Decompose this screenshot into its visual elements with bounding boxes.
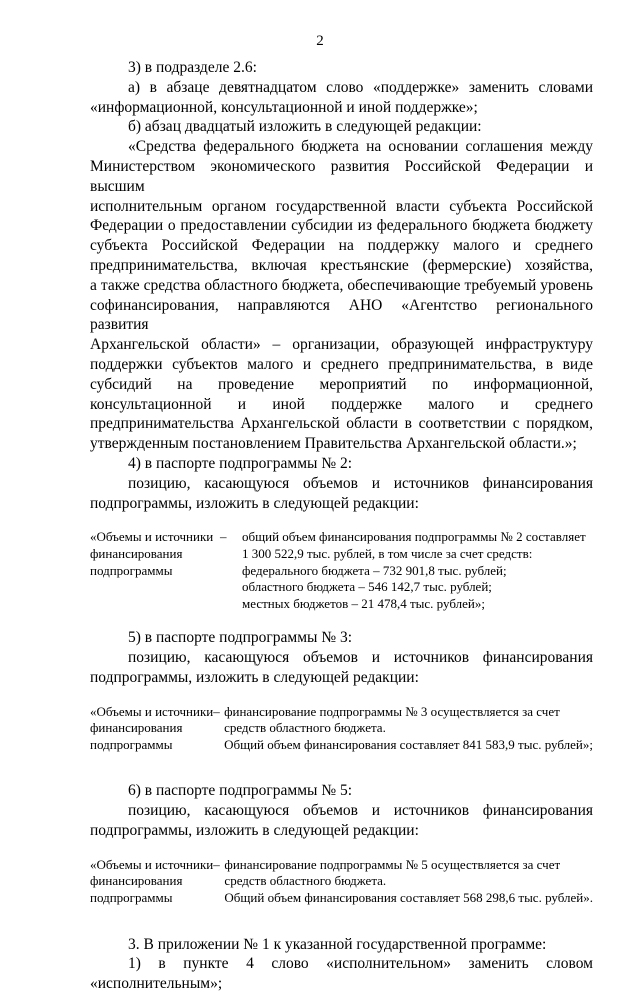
item5-text-line1: позицию, касающуюся объемов и источников финансирования <box>128 649 593 667</box>
item4-text-line1: позицию, касающуюся объемов и источников финансирования <box>128 474 593 492</box>
table-label: «Объемы и источники <box>90 703 214 719</box>
item6-text-line1: позицию, касающуюся объемов и источников финансирования <box>128 802 593 820</box>
quote-line: поддержки субъектов малого и среднего предпринимательства, в виде <box>90 355 593 373</box>
spacer <box>90 753 593 781</box>
table-label: финансирования <box>90 873 183 889</box>
passport-table-5 <box>90 857 593 907</box>
quote-line: Архангельской области» – организации, образующей инфраструктуру <box>90 336 593 354</box>
table-value: средств областного бюджета. <box>224 720 386 736</box>
item5-heading: 5) в паспорте подпрограммы № 3: <box>128 629 353 647</box>
table-value: местных бюджетов – 21 478,4 тыс. рублей»; <box>242 595 485 611</box>
section3-item1-line2: «исполнительным»; <box>90 975 223 993</box>
item3-heading: 3) в подразделе 2.6: <box>128 59 257 76</box>
table-label: подпрограммы <box>90 890 173 906</box>
section3-item1-line1: 1) в пункте 4 слово «исполнительном» заменить словом <box>128 955 593 973</box>
table-value: средств областного бюджета. <box>224 873 387 889</box>
quote-line: предпринимательства Архангельской области в соответствии с порядком, <box>90 415 593 433</box>
quote-line: Министерством экономического развития Российской Федерации и высшим <box>90 157 593 195</box>
item3a-text: а) в абзаце девятнадцатом слово «поддержке» заменить словами «информационной, консультационной и иной поддержке»; <box>90 78 593 116</box>
quoted-paragraph <box>90 137 593 454</box>
quote-line: субсидий на проведение мероприятий по информационной, <box>90 375 593 393</box>
item5-text-line2: подпрограммы, изложить в следующей редакции: <box>90 668 419 686</box>
table-value: областного бюджета – 546 142,7 тыс. рублей; <box>242 579 492 595</box>
table-label-column <box>90 704 213 754</box>
spacer <box>90 688 593 704</box>
section3-heading: 3. В приложении № 1 к указанной государственной программе: <box>128 935 547 953</box>
quote-line: софинансирования, направляются АНО «Агентство регионального развития <box>90 296 593 334</box>
page-number: 2 <box>316 33 324 49</box>
quote-line: «Средства федерального бюджета на основании соглашения между <box>128 138 593 156</box>
quote-line: утвержденным постановлением Правительства Архангельской области.»; <box>90 435 577 453</box>
table-value-column <box>224 704 593 754</box>
table-label: «Объемы и источники <box>90 856 214 872</box>
table-label: подпрограммы <box>90 562 173 578</box>
quote-line: исполнительным органом государственной власти субъекта Российской <box>90 197 593 215</box>
table-label: подпрограммы <box>90 736 173 752</box>
table-label-column <box>90 857 213 907</box>
passport-table-2 <box>90 529 593 612</box>
table-label-column <box>90 529 220 612</box>
item4-heading: 4) в паспорте подпрограммы № 2: <box>128 454 353 472</box>
quote-line: субъекта Российской Федерации на поддержку малого и среднего <box>90 237 593 255</box>
table-label: «Объемы и источники <box>90 529 214 545</box>
table-value: Общий объем финансирования составляет 568 298,6 тыс. рублей». <box>224 890 593 906</box>
spacer <box>90 612 593 628</box>
document-body <box>90 58 593 994</box>
quote-line: а также средства областного бюджета, обеспечивающие требуемый уровень <box>90 276 593 294</box>
item4-text-line2: подпрограммы, изложить в следующей редакции: <box>90 494 419 512</box>
table-value: Общий объем финансирования составляет 841 583,9 тыс. рублей»; <box>224 736 593 752</box>
table-value-column <box>242 529 593 612</box>
table-value: федерального бюджета – 732 901,8 тыс. рублей; <box>242 562 507 578</box>
item6-heading: 6) в паспорте подпрограммы № 5: <box>128 782 353 800</box>
table-label: финансирования <box>90 720 183 736</box>
table-label: финансирования <box>90 545 183 561</box>
table-dash: – <box>213 703 220 719</box>
spacer <box>90 841 593 857</box>
spacer <box>90 907 593 935</box>
table-dash: – <box>213 856 220 872</box>
quote-line: предпринимательства, включая крестьянские (фермерские) хозяйства, <box>90 256 593 274</box>
table-dash: – <box>220 529 227 545</box>
table-value-column <box>224 857 593 907</box>
table-value: общий объем финансирования подпрограммы № 2 составляет <box>242 529 586 545</box>
table-value: финансирование подпрограммы № 5 осуществляется за счет <box>224 856 561 872</box>
quote-line: консультационной и иной поддержке малого и среднего <box>90 395 593 413</box>
quote-line: Федерации о предоставлении субсидии из федерального бюджета бюджету <box>90 217 593 235</box>
table-value: финансирование подпрограммы № 3 осуществляется за счет <box>224 703 560 719</box>
passport-table-3 <box>90 704 593 754</box>
item3b-text: б) абзац двадцатый изложить в следующей редакции: <box>128 118 482 136</box>
item6-text-line2: подпрограммы, изложить в следующей редакции: <box>90 822 419 840</box>
table-value: 1 300 522,9 тыс. рублей, в том числе за счет средств: <box>242 545 533 561</box>
spacer <box>90 513 593 529</box>
